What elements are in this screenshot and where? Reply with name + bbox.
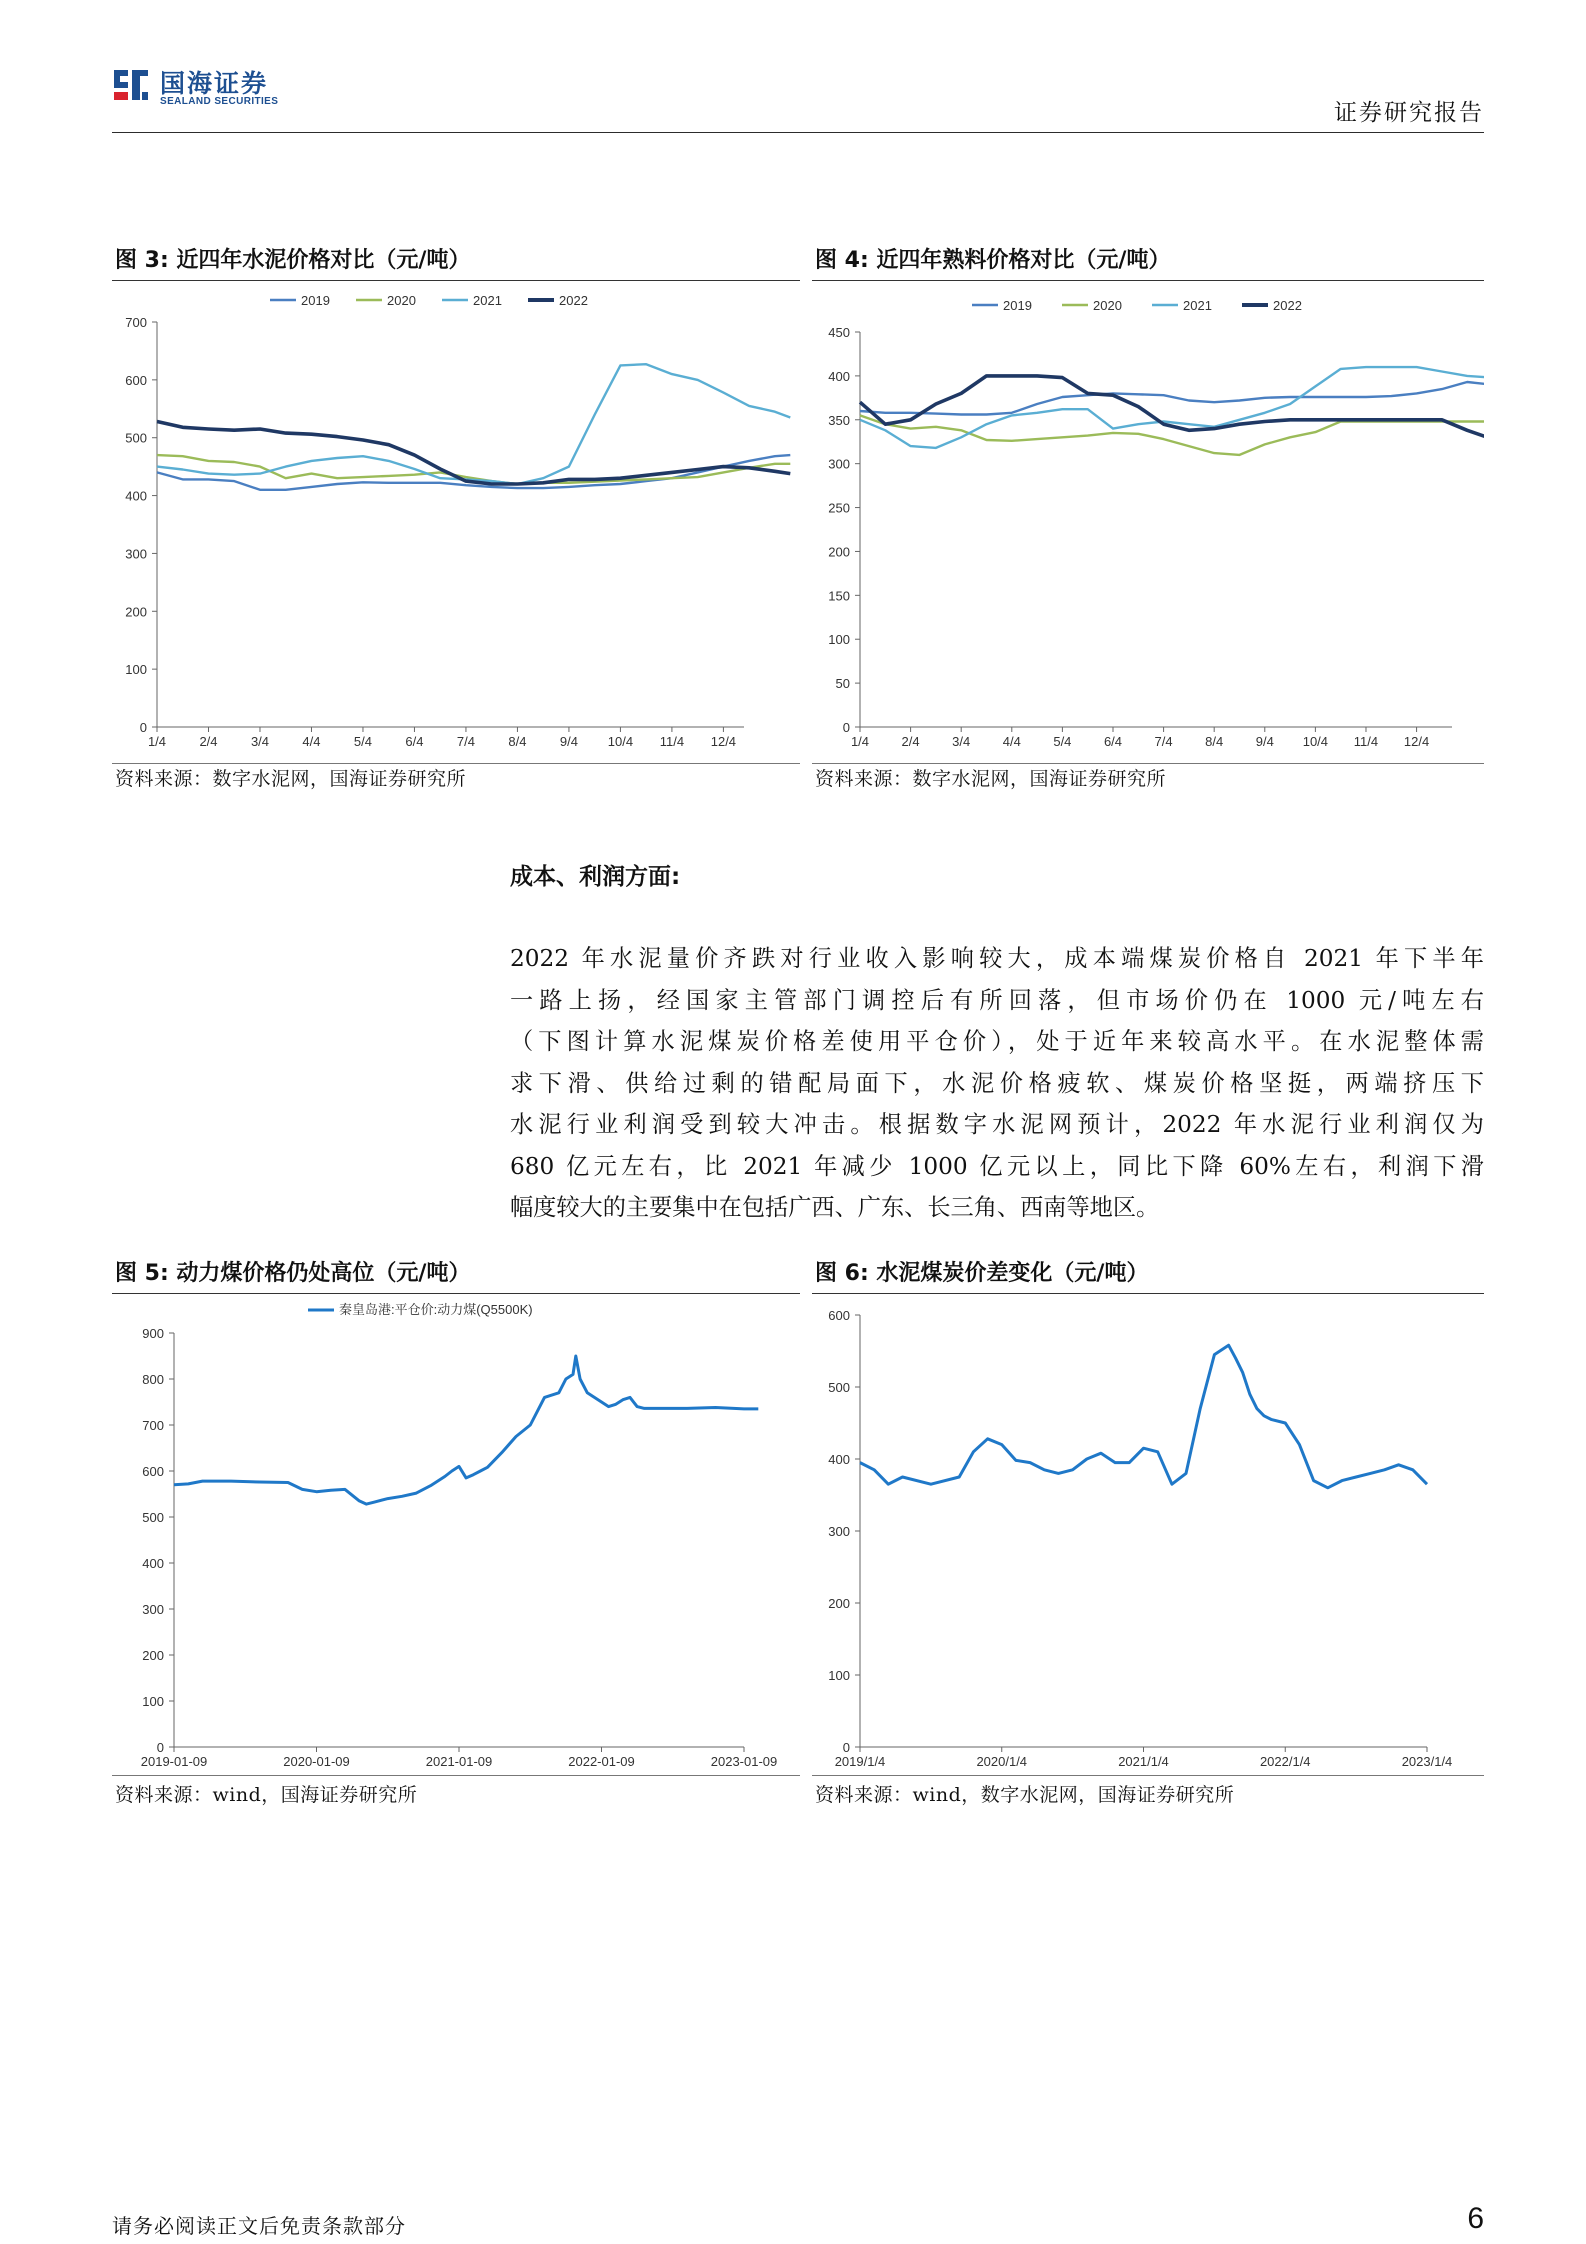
- y-tick-label: 0: [842, 1740, 850, 1755]
- fig5-chart: [112, 1295, 800, 1775]
- x-tick-label: 2022/1/4: [1259, 1754, 1311, 1769]
- brand-name: 国海证券: [160, 69, 269, 98]
- page-number: 6: [1467, 2202, 1484, 2235]
- y-tick-label: 500: [125, 430, 147, 446]
- legend-label: 2021: [473, 293, 502, 308]
- header-divider: [112, 132, 1484, 133]
- fig4-top-rule: [812, 280, 1484, 281]
- fig6-bottom-rule: [812, 1775, 1484, 1776]
- y-tick-label: 400: [142, 1556, 164, 1571]
- y-tick-label: 200: [125, 604, 147, 620]
- fig6-chart: [812, 1295, 1484, 1775]
- y-tick-label: 900: [142, 1326, 164, 1341]
- x-tick-label: 6/4: [1103, 734, 1123, 749]
- y-tick-label: 600: [828, 1308, 850, 1323]
- x-tick-label: 9/4: [559, 734, 578, 749]
- x-tick-label: 3/4: [250, 734, 270, 749]
- fig5-title: 图 5: 动力煤价格仍处高位（元/吨）: [115, 1261, 471, 1286]
- fig4-chart: [812, 282, 1484, 762]
- fig3-title: 图 3: 近四年水泥价格对比（元/吨）: [115, 248, 471, 273]
- x-tick-label: 5/4: [353, 734, 373, 749]
- paragraph-line: 一路上扬，经国家主管部门调控后有所回落，但市场价仍在 1000 元/吨左右: [510, 986, 1484, 1014]
- x-tick-label: 3/4: [952, 734, 971, 749]
- legend-label: 秦皇岛港:平仓价:动力煤(Q5500K): [339, 1302, 533, 1317]
- legend-label: 2019: [1003, 298, 1032, 313]
- fig3-source: 资料来源：数字水泥网，国海证券研究所: [115, 768, 467, 790]
- body-paragraph: [510, 938, 1484, 1229]
- series-line-水泥煤炭价差: [860, 1345, 1427, 1488]
- y-tick-label: 350: [828, 412, 850, 428]
- fig6-top-rule: [812, 1293, 1484, 1294]
- paragraph-line: （下图计算水泥煤炭价格差使用平仓价），处于近年来较高水平。在水泥整体需: [510, 1028, 1484, 1055]
- y-tick-label: 600: [125, 372, 147, 388]
- y-tick-label: 700: [142, 1418, 164, 1433]
- paragraph-line: 幅度较大的主要集中在包括广西、广东、长三角、西南等地区。: [510, 1194, 1160, 1221]
- x-tick-label: 2023/1/4: [1401, 1754, 1453, 1769]
- x-tick-label: 2021/1/4: [1118, 1754, 1169, 1769]
- x-tick-label: 2021-01-09: [425, 1754, 493, 1769]
- x-tick-label: 4/4: [1002, 734, 1021, 749]
- x-tick-label: 10/4: [1302, 734, 1329, 749]
- x-tick-label: 2023-01-09: [710, 1754, 778, 1769]
- fig5-bottom-rule: [112, 1775, 800, 1776]
- y-tick-label: 200: [828, 544, 850, 560]
- disclaimer-note: 请务必阅读正文后免责条款部分: [112, 2214, 406, 2238]
- report-type: 证券研究报告: [1334, 100, 1484, 126]
- paragraph-line: 680 亿元左右，比 2021 年减少 1000 亿元以上，同比下降 60%左右，利润下滑: [510, 1152, 1484, 1180]
- series-line-2021: [860, 367, 1484, 448]
- x-tick-label: 7/4: [1154, 734, 1173, 749]
- y-tick-label: 400: [125, 488, 147, 504]
- x-tick-label: 2019-01-09: [140, 1754, 208, 1769]
- y-tick-label: 600: [142, 1464, 164, 1479]
- x-tick-label: 2020-01-09: [283, 1754, 350, 1769]
- y-tick-label: 50: [835, 676, 850, 692]
- y-tick-label: 200: [828, 1596, 850, 1611]
- paragraph-line: 2022 年水泥量价齐跌对行业收入影响较大，成本端煤炭价格自 2021 年下半年: [510, 945, 1484, 972]
- x-tick-label: 1/4: [850, 734, 870, 749]
- x-tick-label: 10/4: [607, 734, 634, 749]
- x-tick-label: 2/4: [199, 734, 218, 749]
- y-tick-label: 300: [828, 1524, 850, 1539]
- legend-label: 2020: [1093, 298, 1122, 313]
- y-tick-label: 700: [125, 315, 147, 330]
- x-tick-label: 2019/1/4: [834, 1754, 886, 1769]
- y-tick-label: 100: [125, 662, 147, 678]
- x-tick-label: 6/4: [405, 734, 424, 749]
- fig5-top-rule: [112, 1293, 800, 1294]
- y-tick-label: 800: [142, 1372, 164, 1387]
- y-tick-label: 100: [828, 632, 850, 648]
- legend-label: 2020: [387, 293, 416, 308]
- x-tick-label: 2020/1/4: [976, 1754, 1028, 1769]
- y-tick-label: 250: [828, 500, 850, 516]
- x-tick-label: 5/4: [1053, 734, 1072, 749]
- y-tick-label: 500: [142, 1510, 164, 1525]
- y-tick-label: 300: [125, 546, 147, 562]
- x-tick-label: 7/4: [456, 734, 475, 749]
- x-tick-label: 1/4: [147, 734, 167, 749]
- y-tick-label: 0: [156, 1740, 164, 1755]
- legend-label: 2019: [301, 293, 330, 308]
- y-tick-label: 0: [842, 720, 850, 735]
- y-tick-label: 400: [828, 368, 850, 384]
- y-tick-label: 150: [828, 588, 850, 604]
- section-heading: 成本、利润方面:: [510, 864, 681, 890]
- y-tick-label: 100: [828, 1668, 850, 1683]
- y-tick-label: 450: [828, 325, 850, 340]
- fig5-source: 资料来源：wind，国海证券研究所: [115, 1784, 418, 1806]
- brand-name-en: SEALAND SECURITIES: [160, 96, 279, 107]
- paragraph-line: 求下滑、供给过剩的错配局面下，水泥价格疲软、煤炭价格坚挺，两端挤压下: [510, 1069, 1484, 1097]
- x-tick-label: 2022-01-09: [568, 1754, 635, 1769]
- x-tick-label: 11/4: [659, 734, 685, 749]
- y-tick-label: 300: [828, 456, 850, 472]
- y-tick-label: 400: [828, 1452, 850, 1467]
- fig6-source: 资料来源：wind，数字水泥网，国海证券研究所: [815, 1784, 1235, 1806]
- fig6-title: 图 6: 水泥煤炭价差变化（元/吨）: [815, 1261, 1149, 1286]
- paragraph-line: 水泥行业利润受到较大冲击。根据数字水泥网预计，2022 年水泥行业利润仅为: [510, 1111, 1484, 1138]
- y-tick-label: 500: [828, 1380, 850, 1395]
- x-tick-label: 9/4: [1255, 734, 1274, 749]
- legend-label: 2021: [1183, 298, 1212, 313]
- fig4-source: 资料来源：数字水泥网，国海证券研究所: [815, 768, 1167, 790]
- y-tick-label: 100: [142, 1694, 164, 1709]
- x-tick-label: 12/4: [1403, 734, 1430, 749]
- x-tick-label: 11/4: [1353, 734, 1379, 749]
- series-line-2019: [157, 455, 790, 490]
- fig4-title: 图 4: 近四年熟料价格对比（元/吨）: [815, 248, 1171, 273]
- y-tick-label: 300: [142, 1602, 164, 1617]
- fig3-top-rule: [112, 280, 800, 281]
- x-tick-label: 8/4: [1205, 734, 1224, 749]
- y-tick-label: 0: [139, 720, 147, 735]
- x-tick-label: 12/4: [710, 734, 737, 749]
- x-tick-label: 8/4: [508, 734, 527, 749]
- x-tick-label: 4/4: [302, 734, 321, 749]
- y-tick-label: 200: [142, 1648, 164, 1663]
- legend-label: 2022: [1273, 298, 1302, 313]
- legend-label: 2022: [559, 293, 588, 308]
- series-line-秦皇岛港:平仓价:动力煤(Q5500K): [174, 1356, 758, 1504]
- x-tick-label: 2/4: [901, 734, 920, 749]
- fig3-chart: [112, 282, 800, 762]
- sealand-logo-icon: [112, 66, 150, 104]
